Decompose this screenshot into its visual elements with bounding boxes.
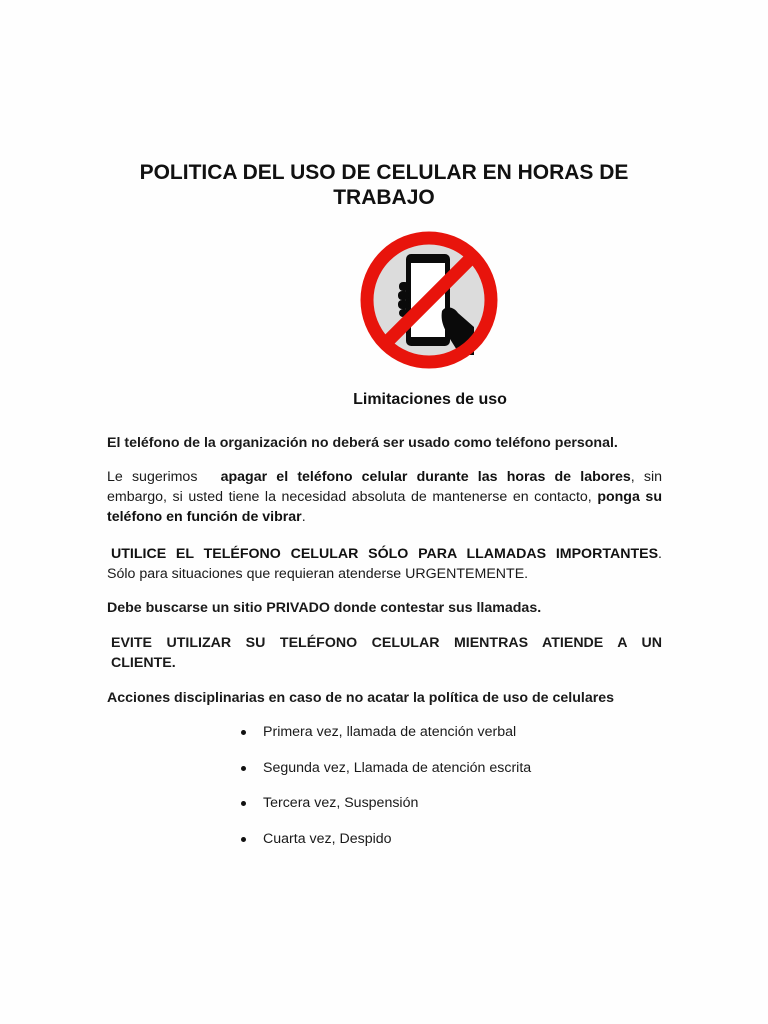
- bullet-icon: [241, 730, 246, 735]
- suggestion-vibrate: ponga su teléfono en función de vibrar: [107, 489, 662, 525]
- bullet-icon: [241, 801, 246, 806]
- title-line-1: POLITICA DEL USO DE CELULAR EN HORAS DE: [139, 161, 629, 184]
- list-item-text: Tercera vez, Suspensión: [263, 795, 419, 811]
- list-item: [238, 758, 531, 794]
- list-item-text: Cuarta vez, Despido: [263, 830, 392, 847]
- suggestion-middle: , sin embargo, si usted tiene la necesidad absoluta de mantenerse en contacto,: [107, 469, 662, 505]
- disciplinary-actions-list: [238, 722, 531, 864]
- title-line-2: TRABAJO: [333, 186, 435, 209]
- paragraph-important-calls: [107, 544, 662, 584]
- important-calls-period: .: [658, 546, 662, 562]
- paragraph-avoid-with-client: EVITE UTILIZAR SU TELÉFONO CELULAR MIENTRAS ATIENDE A UN CLIENTE.: [111, 635, 662, 671]
- suggestion-turn-off: apagar el teléfono celular durante las horas de labores: [220, 469, 631, 485]
- page-title: [100, 160, 668, 210]
- paragraph-disciplinary-heading: Acciones disciplinarias en caso de no acatar la política de uso de celulares: [107, 690, 615, 706]
- important-calls-urgent: Sólo para situaciones que requieran atenderse URGENTEMENTE.: [107, 566, 529, 582]
- suggestion-intro: Le sugerimos: [107, 469, 207, 485]
- list-item-text: Primera vez, llamada de atención verbal: [263, 724, 517, 740]
- suggestion-end: .: [301, 509, 306, 525]
- bullet-icon: [241, 837, 246, 842]
- paragraph-organization-phone: El teléfono de la organización no deberá ser usado como teléfono personal.: [107, 435, 618, 451]
- bullet-icon: [241, 766, 246, 771]
- no-cellphone-sign-icon: [358, 227, 500, 373]
- paragraph-private-place: Debe buscarse un sitio PRIVADO donde contestar sus llamadas.: [107, 600, 542, 616]
- list-item: [238, 829, 531, 865]
- important-calls-heading: UTILICE EL TELÉFONO CELULAR SÓLO PARA LLAMADAS IMPORTANTES: [111, 546, 659, 562]
- list-item-text: Segunda vez, Llamada de atención escrita: [263, 759, 532, 776]
- list-item: [238, 793, 531, 829]
- paragraph-suggestion: [107, 467, 662, 527]
- list-item: [238, 722, 531, 758]
- section-subtitle: Limitaciones de uso: [353, 391, 507, 408]
